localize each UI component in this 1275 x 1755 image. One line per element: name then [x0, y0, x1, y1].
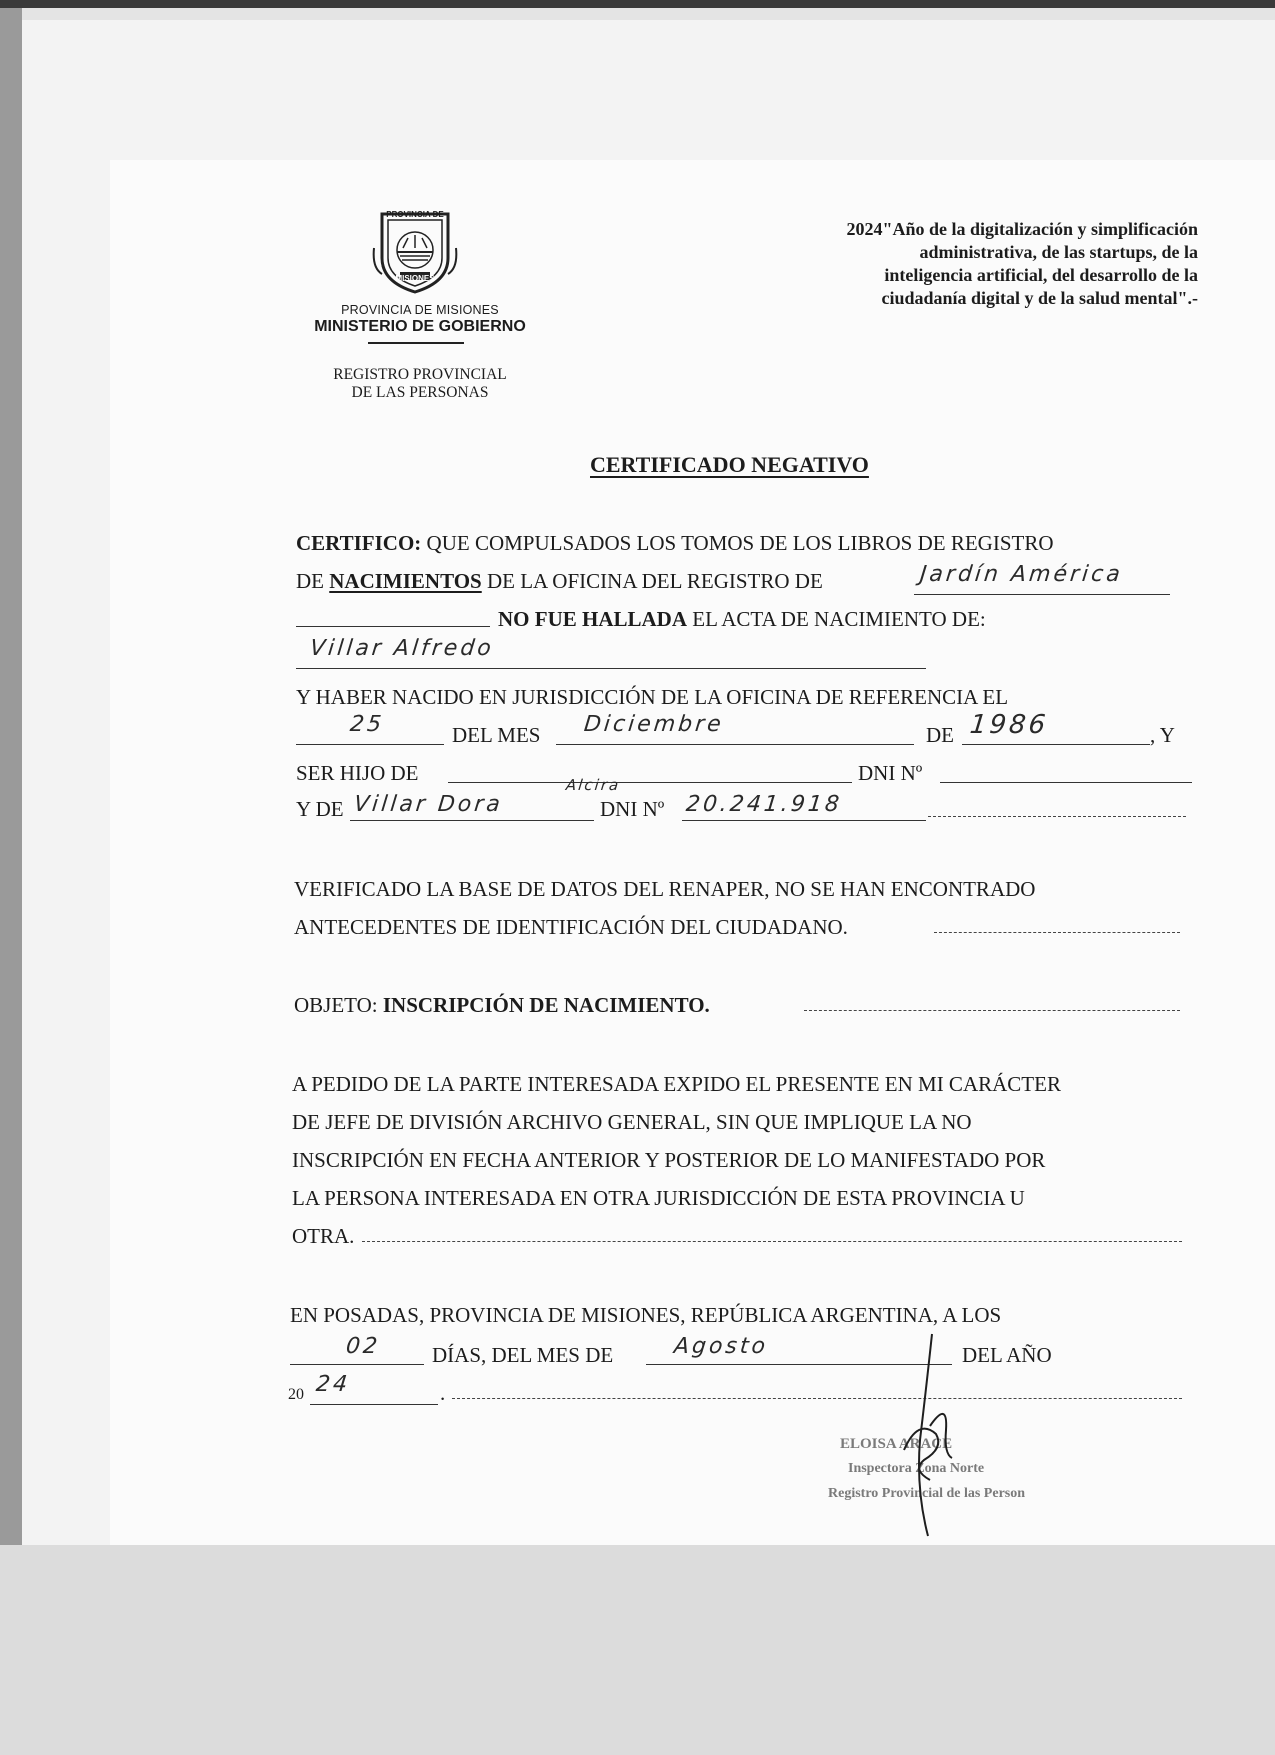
mes-blank: [556, 744, 914, 745]
de-text: DE: [296, 569, 330, 593]
posadas-dashes: [452, 1398, 1182, 1399]
year-motto: [660, 218, 1198, 310]
ministry-name: MINISTERIO DE GOBIERNO: [314, 318, 526, 335]
padre-dni-label: DNI Nº: [858, 761, 923, 785]
oficina-handwritten: Jardín América: [918, 562, 1125, 587]
objeto-label: OBJETO:: [294, 993, 383, 1017]
motto-line-1: 2024"Año de la digitalización y simplificación: [846, 219, 1198, 239]
dia-handwritten: 25: [348, 712, 386, 737]
certifico-line-1: [296, 530, 1054, 556]
motto-line-3: inteligencia artificial, del desarrollo de la: [884, 265, 1198, 285]
pedido-line-1: A PEDIDO DE LA PARTE INTERESADA EXPIDO EL PRESENTE EN MI CARÁCTER: [292, 1072, 1061, 1096]
mes-emision-handwritten: Agosto: [672, 1334, 770, 1359]
objeto-value: INSCRIPCIÓN DE NACIMIENTO.: [382, 993, 710, 1017]
acta-text: EL ACTA DE NACIMIENTO DE:: [687, 607, 986, 631]
madre-dni-handwritten: 20.241.918: [684, 792, 844, 817]
pedido-line-2: DE JEFE DE DIVISIÓN ARCHIVO GENERAL, SIN QUE IMPLIQUE LA NO: [292, 1110, 972, 1134]
anio-end-dot: .: [440, 1381, 446, 1405]
y-label: , Y: [1150, 723, 1175, 747]
anio-emision-blank: [310, 1404, 438, 1405]
pedido-line-4: LA PERSONA INTERESADA EN OTRA JURISDICCIÓN DE ESTA PROVINCIA U: [292, 1186, 1025, 1210]
objeto-line: [294, 992, 710, 1018]
certifico-label: CERTIFICO:: [296, 531, 422, 555]
anio-emision-handwritten: 24: [314, 1372, 352, 1397]
madre-dni-blank: [682, 820, 926, 821]
anio-handwritten: 1986: [968, 710, 1050, 740]
registry-line-2: DE LAS PERSONAS: [351, 384, 489, 401]
de-label: DE: [926, 723, 954, 747]
ser-hijo-label: SER HIJO DE: [296, 761, 419, 785]
pedido-dashes: [362, 1241, 1182, 1242]
renaper-line-2: ANTECEDENTES DE IDENTIFICACIÓN DEL CIUDADANO.: [294, 915, 848, 939]
padre-blank: [448, 782, 852, 783]
line8-dashes: [928, 816, 1186, 817]
certifico-text: QUE COMPULSADOS LOS TOMOS DE LOS LIBROS DE REGISTRO: [421, 531, 1054, 555]
stamp-name: ELOISA ARACE: [840, 1436, 953, 1452]
seal-bottom-text: MISIONES: [395, 274, 435, 283]
registry-line-1: REGISTRO PROVINCIAL: [333, 366, 507, 383]
posadas-line-1: EN POSADAS, PROVINCIA DE MISIONES, REPÚBLICA ARGENTINA, A LOS: [290, 1303, 1002, 1327]
madre-segundo-handwritten: Alcira: [565, 776, 622, 794]
renaper-line-1: VERIFICADO LA BASE DE DATOS DEL RENAPER, NO SE HAN ENCONTRADO: [294, 877, 1036, 901]
stamp-office: Registro Provincial de las Person: [828, 1486, 1026, 1501]
oficina-blank: [914, 594, 1170, 595]
pedido-line-3: INSCRIPCIÓN EN FECHA ANTERIOR Y POSTERIOR DE LO MANIFESTADO POR: [292, 1148, 1046, 1172]
certifico-line-3: [498, 606, 986, 632]
del-mes-label: DEL MES: [452, 723, 541, 747]
document-title: CERTIFICADO NEGATIVO: [590, 452, 869, 477]
madre-blank: [350, 820, 594, 821]
dias-handwritten: 02: [344, 1334, 382, 1359]
nombre-blank: [296, 668, 926, 669]
scan-top-edge: [0, 0, 1275, 8]
ministry-rule: [368, 342, 464, 344]
nacido-line: Y HABER NACIDO EN JURISDICCIÓN DE LA OFICINA DE REFERENCIA EL: [296, 685, 1009, 709]
y-de-label: Y DE: [296, 797, 344, 821]
seal-top-text: PROVINCIA DE: [386, 210, 444, 219]
padre-dni-blank: [940, 782, 1192, 783]
dia-blank: [296, 744, 444, 745]
stamp-role: Inspectora Zona Norte: [848, 1461, 985, 1476]
mes-handwritten: Diciembre: [582, 712, 726, 737]
signature-icon: [890, 1330, 960, 1540]
scan-bottom-area: [0, 1545, 1275, 1755]
scan-left-edge: [0, 8, 22, 1755]
motto-line-2: administrativa, de las startups, de la: [919, 242, 1198, 262]
madre-handwritten: Villar Dora: [352, 792, 505, 817]
anio-blank: [962, 744, 1150, 745]
renaper-dashes: [934, 932, 1180, 933]
objeto-dashes: [804, 1010, 1180, 1011]
registry-name: [300, 366, 540, 402]
no-fue-hallada: NO FUE HALLADA: [498, 607, 688, 631]
del-anio-label: DEL AÑO: [962, 1343, 1052, 1367]
oficina-text: DE LA OFICINA DEL REGISTRO DE: [481, 569, 823, 593]
line3-blank: [296, 626, 490, 627]
motto-line-4: ciudadanía digital y de la salud mental".-: [881, 288, 1198, 308]
pedido-line-5: OTRA.: [292, 1224, 355, 1248]
dias-label: DÍAS, DEL MES DE: [432, 1343, 614, 1367]
dias-blank: [290, 1364, 424, 1365]
anio-prefix: 20: [288, 1386, 304, 1403]
madre-dni-label: DNI Nº: [600, 797, 665, 821]
certifico-line-2: [296, 568, 823, 594]
province-name: PROVINCIA DE MISIONES: [341, 303, 499, 317]
nacimientos-label: NACIMIENTOS: [329, 569, 482, 593]
nombre-handwritten: Villar Alfredo: [308, 636, 496, 661]
